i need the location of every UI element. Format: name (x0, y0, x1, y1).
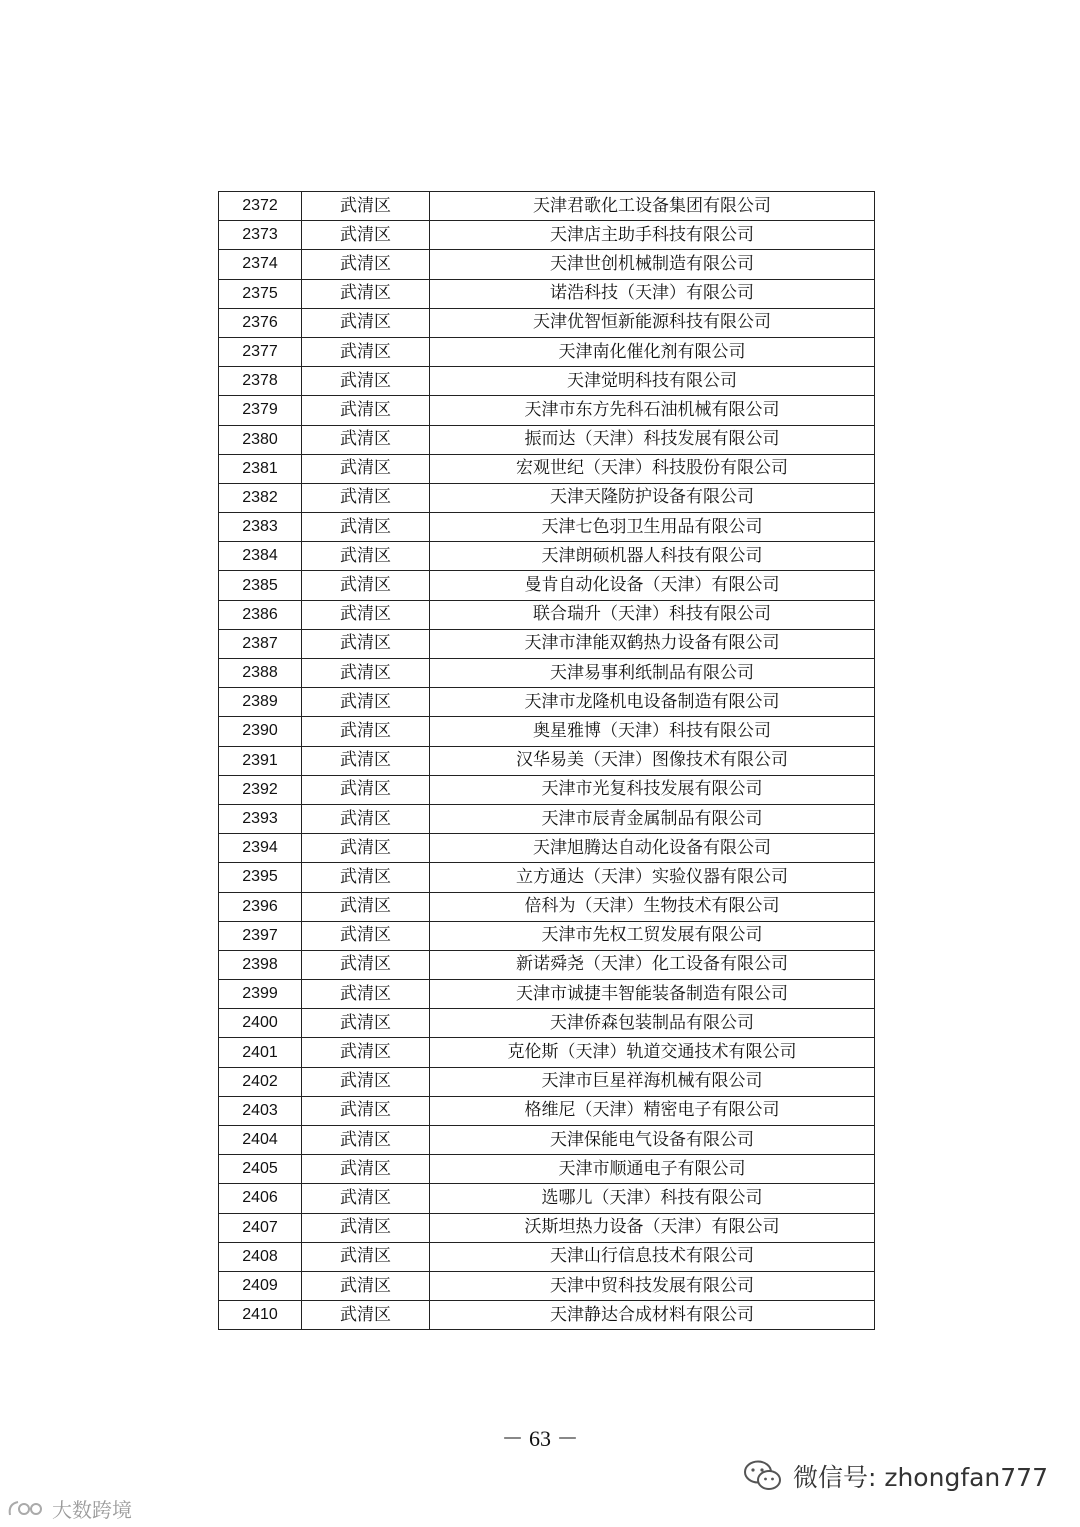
table-row (219, 1213, 875, 1242)
row-number: 2393 (219, 804, 302, 833)
row-district: 武清区 (302, 454, 430, 483)
row-company-name: 天津山行信息技术有限公司 (430, 1242, 875, 1271)
row-district: 武清区 (302, 1271, 430, 1300)
row-district: 武清区 (302, 396, 430, 425)
table-row (219, 1155, 875, 1184)
table-row (219, 950, 875, 979)
table-row (219, 804, 875, 833)
row-district: 武清区 (302, 717, 430, 746)
row-company-name: 天津觉明科技有限公司 (430, 367, 875, 396)
row-company-name: 天津市辰青金属制品有限公司 (430, 804, 875, 833)
row-number: 2379 (219, 396, 302, 425)
table-row (219, 425, 875, 454)
row-company-name: 天津保能电气设备有限公司 (430, 1126, 875, 1155)
table-row (219, 367, 875, 396)
table-row (219, 396, 875, 425)
row-number: 2378 (219, 367, 302, 396)
row-company-name: 天津七色羽卫生用品有限公司 (430, 513, 875, 542)
row-company-name: 立方通达（天津）实验仪器有限公司 (430, 863, 875, 892)
table-row (219, 1126, 875, 1155)
row-district: 武清区 (302, 192, 430, 221)
row-district: 武清区 (302, 1126, 430, 1155)
table-row (219, 1184, 875, 1213)
row-number: 2402 (219, 1067, 302, 1096)
row-company-name: 天津侨森包装制品有限公司 (430, 1009, 875, 1038)
company-table (218, 191, 875, 1330)
row-district: 武清区 (302, 892, 430, 921)
row-district: 武清区 (302, 483, 430, 512)
table-row (219, 863, 875, 892)
row-district: 武清区 (302, 804, 430, 833)
row-company-name: 天津静达合成材料有限公司 (430, 1301, 875, 1330)
row-company-name: 天津易事利纸制品有限公司 (430, 659, 875, 688)
row-number: 2405 (219, 1155, 302, 1184)
row-district: 武清区 (302, 337, 430, 366)
table-row (219, 775, 875, 804)
row-district: 武清区 (302, 863, 430, 892)
row-number: 2410 (219, 1301, 302, 1330)
row-number: 2392 (219, 775, 302, 804)
row-number: 2388 (219, 659, 302, 688)
row-district: 武清区 (302, 279, 430, 308)
row-district: 武清区 (302, 1184, 430, 1213)
row-district: 武清区 (302, 775, 430, 804)
row-company-name: 新诺舜尧（天津）化工设备有限公司 (430, 950, 875, 979)
row-company-name: 奥星雅博（天津）科技有限公司 (430, 717, 875, 746)
row-company-name: 天津世创机械制造有限公司 (430, 250, 875, 279)
wechat-watermark (743, 1458, 1048, 1494)
row-number: 2397 (219, 921, 302, 950)
table-row (219, 746, 875, 775)
row-district: 武清区 (302, 542, 430, 571)
row-number: 2381 (219, 454, 302, 483)
table-row (219, 980, 875, 1009)
row-district: 武清区 (302, 1155, 430, 1184)
table-row (219, 659, 875, 688)
brand-watermark (6, 1494, 132, 1523)
brand-logo-icon (6, 1498, 48, 1520)
brand-text: 大数跨境 (52, 1498, 132, 1522)
wechat-id-text: 微信号: zhongfan777 (792, 1463, 1048, 1492)
row-company-name: 曼肯自动化设备（天津）有限公司 (430, 571, 875, 600)
table-row (219, 1242, 875, 1271)
row-number: 2396 (219, 892, 302, 921)
table-body (219, 192, 875, 1330)
row-number: 2400 (219, 1009, 302, 1038)
row-number: 2390 (219, 717, 302, 746)
table-row (219, 1301, 875, 1330)
table-row (219, 1009, 875, 1038)
row-company-name: 天津旭腾达自动化设备有限公司 (430, 834, 875, 863)
row-number: 2403 (219, 1096, 302, 1125)
table-row (219, 513, 875, 542)
row-number: 2408 (219, 1242, 302, 1271)
row-number: 2395 (219, 863, 302, 892)
table-row (219, 571, 875, 600)
row-company-name: 天津市先权工贸发展有限公司 (430, 921, 875, 950)
row-company-name: 格维尼（天津）精密电子有限公司 (430, 1096, 875, 1125)
row-district: 武清区 (302, 1242, 430, 1271)
row-company-name: 天津市巨星祥海机械有限公司 (430, 1067, 875, 1096)
row-company-name: 天津市诚捷丰智能装备制造有限公司 (430, 980, 875, 1009)
row-district: 武清区 (302, 513, 430, 542)
row-company-name: 宏观世纪（天津）科技股份有限公司 (430, 454, 875, 483)
row-number: 2391 (219, 746, 302, 775)
row-district: 武清区 (302, 1301, 430, 1330)
table-row (219, 1067, 875, 1096)
row-company-name: 联合瑞升（天津）科技有限公司 (430, 600, 875, 629)
row-company-name: 振而达（天津）科技发展有限公司 (430, 425, 875, 454)
row-company-name: 天津市龙隆机电设备制造有限公司 (430, 688, 875, 717)
row-company-name: 天津市津能双鹤热力设备有限公司 (430, 629, 875, 658)
row-number: 2399 (219, 980, 302, 1009)
row-number: 2398 (219, 950, 302, 979)
row-number: 2380 (219, 425, 302, 454)
row-district: 武清区 (302, 1038, 430, 1067)
row-number: 2409 (219, 1271, 302, 1300)
row-district: 武清区 (302, 1213, 430, 1242)
table-row (219, 279, 875, 308)
row-district: 武清区 (302, 308, 430, 337)
row-number: 2386 (219, 600, 302, 629)
table-row (219, 892, 875, 921)
row-number: 2374 (219, 250, 302, 279)
row-district: 武清区 (302, 1009, 430, 1038)
row-district: 武清区 (302, 1096, 430, 1125)
table-row (219, 717, 875, 746)
table-row (219, 921, 875, 950)
row-company-name: 天津市东方先科石油机械有限公司 (430, 396, 875, 425)
page-number: － 63 － (501, 1426, 579, 1451)
row-company-name: 天津南化催化剂有限公司 (430, 337, 875, 366)
row-district: 武清区 (302, 221, 430, 250)
table-row (219, 542, 875, 571)
wechat-icon (743, 1459, 783, 1493)
table-row (219, 192, 875, 221)
row-district: 武清区 (302, 921, 430, 950)
row-number: 2382 (219, 483, 302, 512)
row-number: 2406 (219, 1184, 302, 1213)
row-company-name: 天津优智恒新能源科技有限公司 (430, 308, 875, 337)
row-company-name: 汉华易美（天津）图像技术有限公司 (430, 746, 875, 775)
row-number: 2384 (219, 542, 302, 571)
table-row (219, 1096, 875, 1125)
row-company-name: 诺浩科技（天津）有限公司 (430, 279, 875, 308)
row-company-name: 选哪儿（天津）科技有限公司 (430, 1184, 875, 1213)
row-district: 武清区 (302, 1067, 430, 1096)
table-row (219, 834, 875, 863)
row-number: 2394 (219, 834, 302, 863)
table-row (219, 454, 875, 483)
row-company-name: 天津市光复科技发展有限公司 (430, 775, 875, 804)
row-number: 2401 (219, 1038, 302, 1067)
row-company-name: 天津店主助手科技有限公司 (430, 221, 875, 250)
row-number: 2407 (219, 1213, 302, 1242)
row-number: 2375 (219, 279, 302, 308)
row-company-name: 天津朗硕机器人科技有限公司 (430, 542, 875, 571)
row-district: 武清区 (302, 425, 430, 454)
row-number: 2373 (219, 221, 302, 250)
row-district: 武清区 (302, 746, 430, 775)
table-row (219, 600, 875, 629)
table-row (219, 250, 875, 279)
row-district: 武清区 (302, 367, 430, 396)
row-district: 武清区 (302, 250, 430, 279)
row-number: 2404 (219, 1126, 302, 1155)
row-district: 武清区 (302, 950, 430, 979)
row-number: 2385 (219, 571, 302, 600)
row-district: 武清区 (302, 659, 430, 688)
row-district: 武清区 (302, 834, 430, 863)
row-number: 2383 (219, 513, 302, 542)
row-company-name: 天津天隆防护设备有限公司 (430, 483, 875, 512)
table-row (219, 483, 875, 512)
row-number: 2387 (219, 629, 302, 658)
row-company-name: 倍科为（天津）生物技术有限公司 (430, 892, 875, 921)
row-number: 2389 (219, 688, 302, 717)
row-company-name: 天津市顺通电子有限公司 (430, 1155, 875, 1184)
row-district: 武清区 (302, 571, 430, 600)
row-company-name: 沃斯坦热力设备（天津）有限公司 (430, 1213, 875, 1242)
row-district: 武清区 (302, 600, 430, 629)
table-row (219, 629, 875, 658)
row-number: 2372 (219, 192, 302, 221)
row-district: 武清区 (302, 980, 430, 1009)
table-row (219, 1271, 875, 1300)
table-row (219, 1038, 875, 1067)
row-company-name: 克伦斯（天津）轨道交通技术有限公司 (430, 1038, 875, 1067)
table-row (219, 337, 875, 366)
table-row (219, 221, 875, 250)
row-district: 武清区 (302, 688, 430, 717)
row-district: 武清区 (302, 629, 430, 658)
row-company-name: 天津中贸科技发展有限公司 (430, 1271, 875, 1300)
row-number: 2376 (219, 308, 302, 337)
row-company-name: 天津君歌化工设备集团有限公司 (430, 192, 875, 221)
table-row (219, 688, 875, 717)
row-number: 2377 (219, 337, 302, 366)
table-row (219, 308, 875, 337)
